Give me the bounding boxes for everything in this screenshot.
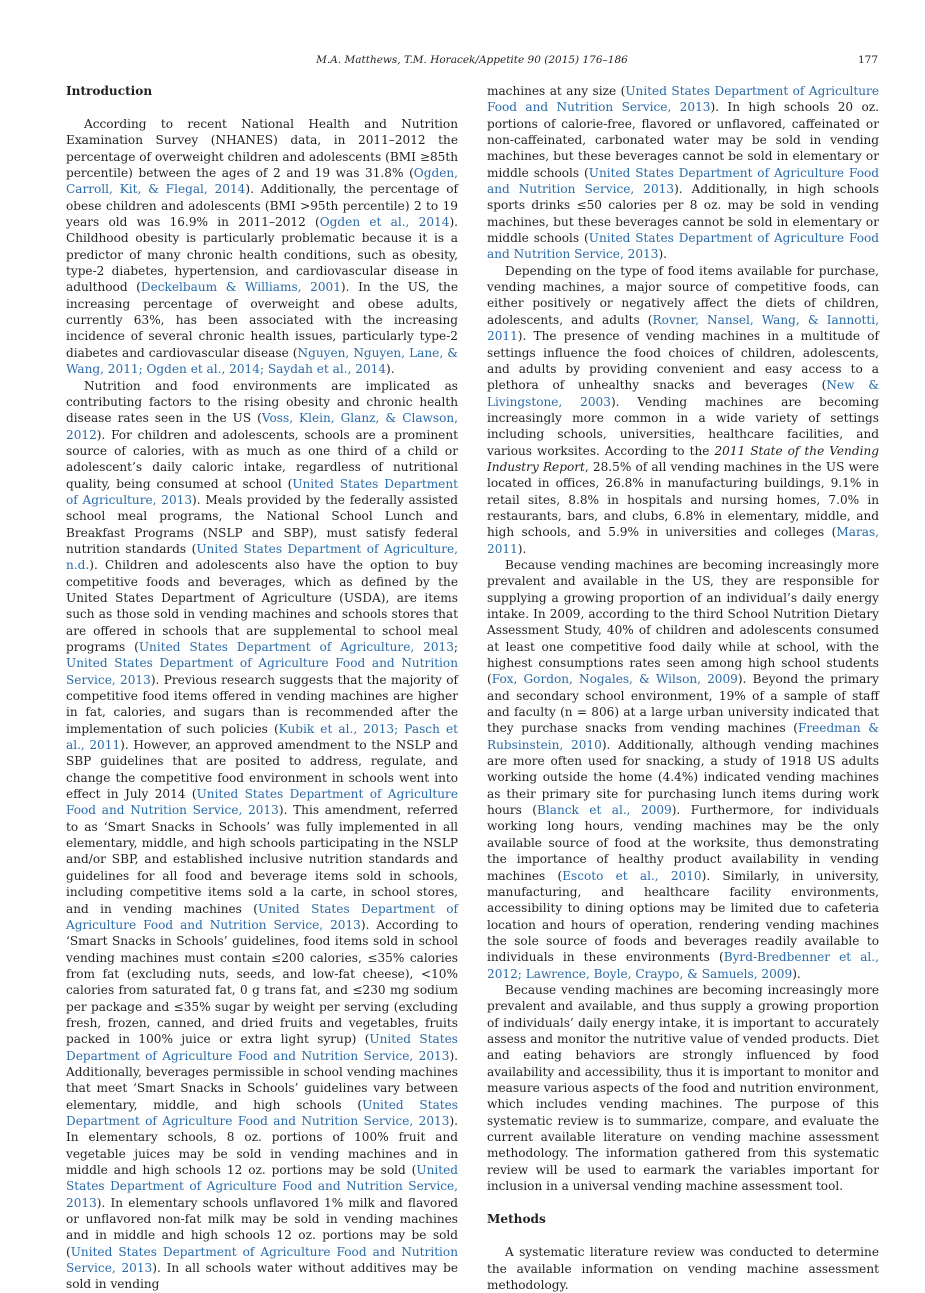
paragraph: Depending on the type of food items available for purchase, vending machines, a major source of competitive foods, can either positively or negatively affect the diets of children, adolescents, and adults (Rovner, Nansel, Wang, & Iannotti, 2011). The presence of vending machines in a multitude of settings influence the food choices of children, adolescents, and adults by providing convenient and easy access to a plethora of unhealthy snacks and beverages (New & Livingstone, 2003). Vending machines are becoming increasingly more common in a wide variety of settings including schools, universities, healthcare facilities, and various worksites. According to the 2011 State of the Vending Industry Report, 28.5% of all vending machines in the US were located in offices, 26.8% in manufacturing buildings, 9.1% in retail sites, 8.8% in hospitals and nursing homes, 7.0% in restaurants, bars, and clubs, 6.8% in elementary, middle, and high schools, and 5.9% in universities and colleges (Maras, 2011). (487, 263, 879, 556)
paragraph: Because vending machines are becoming increasingly more prevalent and available, and thus supply a growing proportion of individuals’ daily energy intake, it is important to accurately assess and monitor the nutritive value of vended products. Diet and eating behaviors are strongly influenced by food availability and accessibility, thus it is important to monitor and measure various aspects of the food and nutrition environment, which includes vending machines. The purpose of this systematic review is to summarize, compare, and evaluate the current available literature on vending machine assessment methodology. The information gathered from this systematic review will be used to earmark the variables important for inclusion in a universal vending machine assessment tool. (487, 982, 879, 1194)
citation-link[interactable]: Fox, Gordon, Nogales, & Wilson, 2009 (491, 672, 738, 687)
paragraph: According to recent National Health and Nutrition Examination Survey (NHANES) data, in 2011–2012 the percentage of overweight children and adolescents (BMI ≥85th percentile) between the ages of 2 and 19 was 31.8% (Ogden, Carroll, Kit, & Flegal, 2014). Additionally, the percentage of obese children and adolescents (BMI >95th percentile) 2 to 19 years old was 16.9% in 2011–2012 (Ogden et al., 2014). Childhood obesity is particularly problematic because it is a predictor of many chronic health conditions, such as obesity, type-2 diabetes, hypertension, and cardiovascular disease in adulthood (Deckelbaum & Williams, 2001). In the US, the increasing percentage of overweight and obese adults, currently 63%, has been associated with the increasing incidence of several chronic health issues, particularly type-2 diabetes and cardiovascular disease (Nguyen, Nguyen, Lane, & Wang, 2011; Ogden et al., 2014; Saydah et al., 2014). (66, 117, 458, 377)
citation-link[interactable]: Kubik et al., 2013; Pasch et al., 2011 (66, 721, 458, 753)
section-heading-introduction: Introduction (66, 84, 153, 98)
section-heading-methods: Methods (487, 1212, 546, 1227)
citation-link[interactable]: United States Department of Agriculture Food and Nutrition Service, 2013 (66, 656, 458, 687)
paragraph: A systematic literature review was conducted to determine the available information on vending machine assessment methodology. (487, 1245, 879, 1293)
citation-link[interactable]: Rovner, Nansel, Wang, & Iannotti, 2011 (487, 312, 879, 344)
citation-link[interactable]: United States Department of Agriculture Food and Nutrition Service, 2013 (66, 787, 458, 818)
citation-link[interactable]: Voss, Klein, Glanz, & Clawson, 2012 (66, 411, 458, 442)
citation-link[interactable]: United States Department of Agriculture Food and Nutrition Service, 2013 (66, 901, 458, 932)
citation-link[interactable]: United States Department of Agriculture, 2013 (138, 640, 454, 654)
citation-link[interactable]: Maras, 2011 (487, 525, 879, 556)
paragraph: machines at any size (United States Department of Agriculture Food and Nutrition Service, 2013). In high schools 20 oz. portions of calorie-free, flavored or unflavored, caffeinated or non-caffeinated, carbonated water may be sold in vending machines, but these beverages cannot be sold in elementary or middle schools (United States Department of Agriculture Food and Nutrition Service, 2013). Additionally, in high schools sports drinks ≤50 calories per 8 oz. may be sold in vending machines, but these beverages cannot be sold in elementary or middle schools (United States Department of Agriculture Food and Nutrition Service, 2013). (487, 84, 880, 262)
running-header (66, 54, 878, 70)
citation-link[interactable]: United States Department of Agriculture Food and Nutrition Service, 2013 (66, 1163, 458, 1210)
citation-link[interactable]: United States Department of Agriculture, 2013 (66, 476, 458, 507)
running-title: M.A. Matthews, T.M. Horacek/Appetite 90 (2015) 176–186 (316, 54, 628, 66)
citation-link[interactable]: New & Livingstone, 2003 (487, 378, 879, 409)
citation-link[interactable]: Byrd-Bredbenner et al., 2012; Lawrence, Boyle, Craypo, & Samuels, 2009 (487, 950, 879, 981)
citation-link[interactable]: United States Department of Agriculture Food and Nutrition Service, 2013 (66, 1097, 459, 1128)
citation-link[interactable]: United States Department of Agriculture Food and Nutrition Service, 2013 (66, 1244, 458, 1276)
citation-link[interactable]: Blanck et al., 2009 (537, 803, 672, 818)
citation-link[interactable]: Escoto et al., 2010 (562, 868, 702, 883)
citation-link[interactable]: Ogden et al., 2014 (319, 215, 450, 230)
report-title: 2011 State of the Vending Industry Report (487, 443, 879, 474)
citation-link[interactable]: Ogden, Carroll, Kit, & Flegal, 2014 (66, 166, 458, 197)
citation-link[interactable]: United States Department of Agriculture Food and Nutrition Service, 2013 (66, 1032, 458, 1063)
page-number: 177 (857, 54, 878, 66)
citation-link[interactable]: Deckelbaum & Williams, 2001 (140, 280, 341, 295)
paragraph: Because vending machines are becoming increasingly more prevalent and available in the US, they are responsible for supplying a growing proportion of an individual’s daily energy intake. In 2009, according to the third School Nutrition Dietary Assessment Study, 40% of children and adolescents consumed at least one competitive food daily while at school, with the highest consumptions rates seen among high school students (Fox, Gordon, Nogales, & Wilson, 2009). Beyond the primary and secondary school environment, 19% of a sample of staff and faculty (n = 806) at a large urban university indicated that they purchase snacks from vending machines (Freedman & Rubsinstein, 2010). Additionally, although vending machines are more often used for snacking, a study of 1918 US adults working outside the home (4.4%) indicated vending machines as their primary site for purchasing lunch items during work hours (Blanck et al., 2009). Furthermore, for individuals working long hours, vending machines may be the only available source of food at the worksite, thus demonstrating the importance of healthy product availability in vending machines (Escoto et al., 2010). Similarly, in university, manufacturing, and healthcare facility environments, accessibility to dining options may be limited due to cafeteria location and hours of operation, rendering vending machines the sole source of foods and beverages readily available to individuals in these environments (Byrd-Bredbenner et al., 2012; Lawrence, Boyle, Craypo, & Samuels, 2009). (487, 557, 880, 981)
right-column (487, 83, 879, 1293)
citation-link[interactable]: United States Department of Agriculture Food and Nutrition Service, 2013 (487, 231, 880, 262)
citation-link[interactable]: Freedman & Rubsinstein, 2010 (487, 721, 879, 752)
paragraph: Nutrition and food environments are implicated as contributing factors to the rising obesity and chronic health disease rates seen in the US (Voss, Klein, Glanz, & Clawson, 2012). For children and adolescents, schools are a prominent source of calories, with as much as one third of a child or adolescent’s daily caloric intake, regardless of nutritional quality, being consumed at school (United States Department of Agriculture, 2013). Meals provided by the federally assisted school meal programs, the National School Lunch and Breakfast Programs (NSLP and SBP), must satisfy federal nutrition standards (United States Department of Agriculture, n.d.). Children and adolescents also have the option to buy competitive foods and beverages, which as defined by the United States Department of Agriculture (USDA), are items such as those sold in vending machines and schools stores that are offered in schools that are supplemental to school meal programs (United States Department of Agriculture, 2013; United States Department of Agriculture Food and Nutrition Service, 2013). Previous research suggests that the majority of competitive food items offered in vending machines are higher in fat, calories, and sugars than is recommended after the implementation of such policies (Kubik et al., 2013; Pasch et al., 2011). However, an approved amendment to the NSLP and SBP guidelines that are posited to address, regulate, and change the competitive food environment in schools went into effect in July 2014 (United States Department of Agriculture Food and Nutrition Service, 2013). This amendment, referred to as ‘Smart Snacks in Schools’ was fully implemented in all elementary, middle, and high schools participating in the NSLP and/or SBP, and established inclusive nutrition standards and guidelines for all food and beverage items sold in schools, including competitive items sold a la carte, in school stores, and in vending machines (United States Department of Agriculture Food and Nutrition Service, 2013). According to ‘Smart Snacks in Schools’ guidelines, food items sold in school vending machines must contain ≤200 calories, ≤35% calories from fat (excluding nuts, seeds, and low-fat cheese), <10% calories from saturated fat, 0 g trans fat, and ≤230 mg sodium per package and ≤35% sugar by weight per serving (excluding fresh, frozen, canned, and dried fruits and vegetables, fruits packed in 100% juice or extra light syrup) (United States Department of Agriculture Food and Nutrition Service, 2013). Additionally, beverages permissible in school vending machines that meet ‘Smart Snacks in Schools’ guidelines vary between elementary, middle, and high schools (United States Department of Agriculture Food and Nutrition Service, 2013). In elementary schools, 8 oz. portions of 100% fruit and vegetable juices may be sold in vending machines and in middle and high schools 12 oz. portions may be sold (United States Department of Agriculture Food and Nutrition Service, 2013). In elementary schools unflavored 1% milk and flavored or unflavored non-fat milk may be sold in vending machines and in middle and high schools 12 oz. portions may be sold (United States Department of Agriculture Food and Nutrition Service, 2013). In all schools water without additives may be sold in vending (66, 378, 459, 1292)
citation-link[interactable]: Nguyen, Nguyen, Lane, & Wang, 2011; Ogden et al., 2014; Saydah et al., 2014 (66, 345, 458, 377)
left-column (66, 83, 458, 1293)
citation-link[interactable]: United States Department of Agriculture, n.d. (66, 541, 458, 573)
citation-link[interactable]: United States Department of Agriculture Food and Nutrition Service, 2013 (487, 165, 880, 197)
citation-link[interactable]: United States Department of Agriculture Food and Nutrition Service, 2013 (487, 84, 879, 115)
